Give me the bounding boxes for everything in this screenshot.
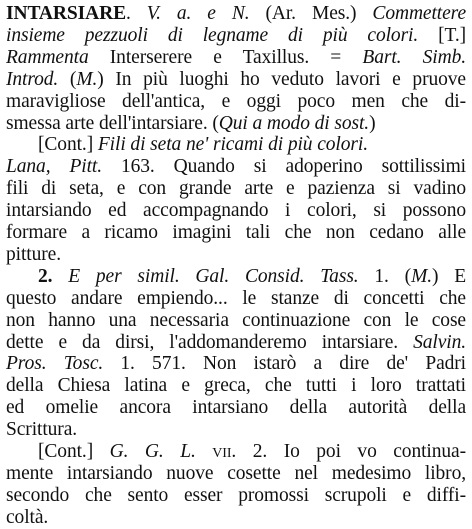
entry-line (6, 46, 466, 69)
entry-text: . 2. Io poi vo continua- (231, 441, 466, 462)
entry-text: Salvin. (413, 331, 466, 353)
entry-text: 1. ( (358, 265, 412, 287)
entry-line (6, 484, 466, 507)
entry-line (6, 287, 466, 310)
entry-text: . (126, 3, 147, 24)
entry-text: maravigliose dell'antica, e oggi poco men che di- (6, 90, 466, 112)
entry-text: Scrittura. (6, 419, 78, 441)
entry-line (38, 440, 466, 463)
entry-text: Lana, Pitt. (6, 156, 102, 178)
entry-text: Qui a modo di sost. (218, 112, 370, 134)
entry-text: intarsiando ed accompagnando i colori, si possono (6, 200, 466, 222)
entry-text: G. G. L. (109, 441, 196, 462)
entry-line (6, 506, 466, 529)
entry-text: Introd. (6, 68, 59, 90)
entry-text: 163. Quando si adoperino sottilissimi (101, 156, 466, 178)
entry-text: M. (411, 265, 432, 287)
entry-text: questo andare empiendo... le stanze di concetti che (6, 287, 466, 309)
entry-line (6, 199, 466, 222)
entry-text (196, 441, 213, 462)
entry-text (52, 266, 68, 287)
entry-text: [T.] (418, 24, 466, 46)
entry-text: V. a. e N. (146, 3, 250, 24)
entry-line (6, 90, 466, 113)
entry-line (38, 133, 466, 156)
entry-line (6, 331, 466, 354)
entry-text: Fili di seta ne' ricami di più colori. (97, 134, 368, 156)
entry-text: dette e da dirsi, l'addomanderemo intarsiare. (6, 331, 414, 353)
entry-text: mente intarsiando nuove cosette nel medesimo libro, (6, 462, 466, 484)
entry-line (6, 418, 466, 441)
entry-text: 1. 571. Non istarò a dire de' Padri (103, 353, 466, 375)
entry-text: della Chiesa latina e greca, che tutti i loro trattati (6, 375, 466, 397)
entry-text: (Ar. Mes.) (249, 3, 373, 24)
entry-text: coltà. (6, 506, 49, 528)
entry-text: Commettere (372, 3, 466, 24)
entry-text: vii (212, 441, 232, 462)
entry-line (6, 221, 466, 244)
entry-text: Interserere e Taxillus. = (88, 46, 363, 68)
entry-text: secondo che sento esser promossi scrupoli e diffi- (6, 484, 466, 506)
entry-line (6, 155, 466, 178)
entry-text: non hanno una necessaria continuazione con le cose (6, 309, 466, 331)
entry-line (6, 2, 466, 25)
entry-text: smessa arte dell'intarsiare. ( (6, 112, 219, 134)
entry-text: M. (76, 68, 98, 90)
entry-text: insieme pezzuoli di legname di più colori. (6, 24, 419, 46)
entry-text: 2. (38, 265, 53, 287)
entry-text: [Cont.] (38, 134, 98, 156)
entry-text: fili di seta, e con grande arte e pazienza si vadino (6, 178, 466, 200)
entry-text: ) In più luoghi ho veduto lavori e pruove (97, 68, 466, 90)
entry-text: Rammenta (6, 46, 89, 68)
entry-line (6, 352, 466, 375)
entry-line (6, 112, 466, 135)
entry-line (6, 177, 466, 200)
entry-line (6, 396, 466, 419)
entry-line (38, 265, 466, 288)
entry-text: ) (369, 112, 376, 134)
entry-text: [Cont.] (38, 441, 110, 462)
entry-text: ) E (431, 265, 467, 287)
entry-line (6, 68, 466, 91)
entry-line (6, 24, 466, 47)
entry-text: Bart. Simb. (362, 46, 466, 68)
entry-text: E per simil. Gal. Consid. Tass. (68, 265, 359, 287)
entry-line (6, 462, 466, 485)
entry-text: Pros. Tosc. (6, 353, 104, 375)
entry-text: ( (58, 68, 77, 90)
entry-line (6, 243, 466, 266)
entry-text: formare a ricamo imagini tali che non cedano alle (6, 222, 466, 243)
entry-text: pitture. (6, 243, 61, 265)
entry-line (6, 309, 466, 332)
entry-text: ed omelie ancora intarsiano della autorità della (6, 397, 466, 419)
entry-line (6, 374, 466, 397)
headword: INTARSIARE (6, 3, 126, 24)
